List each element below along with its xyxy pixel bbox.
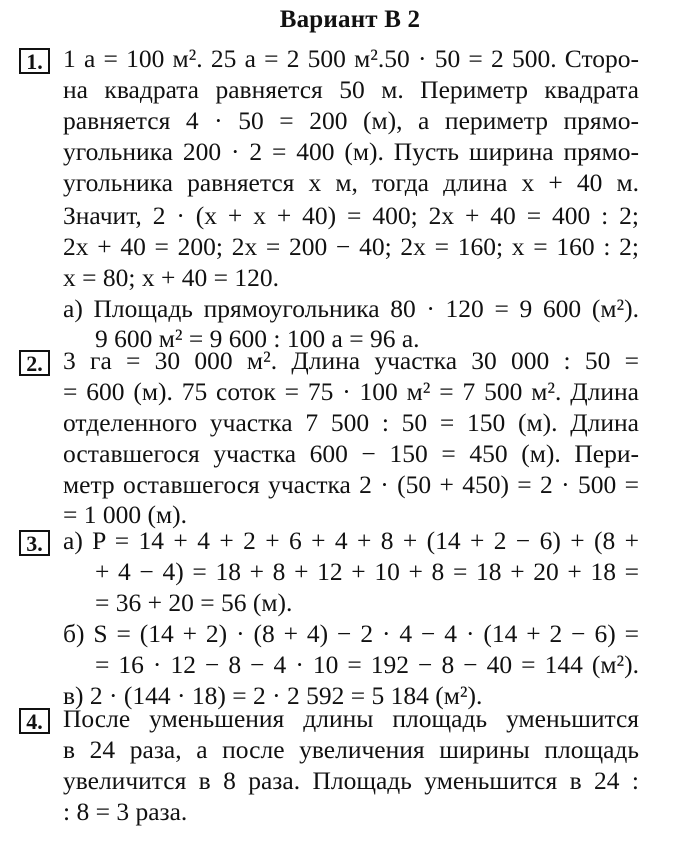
text-line: метр оставшегося участка 2 · (50 + 450) = 2 · 500 = (63, 470, 639, 499)
text-line: в) 2 · (144 · 18) = 2 · 2 592 = 5 184 (м²). (63, 681, 483, 710)
text-line: оставшегося участка 600 − 150 = 450 (м). Пери- (63, 439, 639, 468)
text-line: б) S = (14 + 2) · (8 + 4) − 2 · 4 − 4 · (14 + 2 − 6) = (63, 619, 639, 648)
text-line: = 1 000 (м). (63, 500, 188, 529)
text-line: + 4 − 4) = 18 + 8 + 12 + 10 + 8 = 18 + 20 + 18 = (95, 557, 639, 586)
text-line: 2x + 40 = 200; 2x = 200 − 40; 2x = 160; x = 160 : 2; (63, 232, 639, 261)
text-line: x = 80; x + 40 = 120. (63, 263, 279, 292)
text-line: = 36 + 20 = 56 (м). (95, 588, 293, 617)
text-line: : 8 = 3 раза. (63, 797, 188, 826)
text-line: После уменьшения длины площадь уменьшится (63, 704, 639, 733)
text-line: 3 га = 30 000 м². Длина участка 30 000 : 50 = (63, 346, 639, 375)
text-line: равняется 4 · 50 = 200 (м), а периметр прямо- (63, 106, 639, 135)
text-line: 1 а = 100 м². 25 а = 2 500 м².50 · 50 = 2 500. Сторо- (63, 44, 639, 73)
problem-number-box: 4. (19, 708, 50, 734)
page-title: Вариант В 2 (279, 6, 421, 33)
text-line: = 600 (м). 75 соток = 75 · 100 м² = 7 500 м². Длина (63, 377, 639, 406)
text-line: Значит, 2 · (x + x + 40) = 400; 2x + 40 = 400 : 2; (63, 201, 639, 230)
text-line: а) Площадь прямоугольника 80 · 120 = 9 600 (м²). (63, 294, 639, 323)
problem-number-box: 2. (19, 350, 50, 376)
text-line: на квадрата равняется 50 м. Периметр квадрата (63, 75, 639, 104)
text-line: 9 600 м² = 9 600 : 100 а = 96 а. (95, 324, 420, 353)
text-line: в 24 раза, а после увеличения ширины площадь (63, 735, 639, 764)
text-line: = 16 · 12 − 8 − 4 · 10 = 192 − 8 − 40 = 144 (м²). (95, 650, 639, 679)
problem-number-box: 3. (19, 530, 50, 556)
text-line: а) P = 14 + 4 + 2 + 6 + 4 + 8 + (14 + 2 − 6) + (8 + (63, 526, 639, 555)
text-line: увеличится в 8 раза. Площадь уменьшится в 24 : (63, 766, 639, 795)
text-line: угольника 200 · 2 = 400 (м). Пусть ширина прямо- (63, 137, 639, 166)
text-line: отделенного участка 7 500 : 50 = 150 (м). Длина (63, 408, 639, 437)
problem-number-box: 1. (19, 48, 50, 74)
text-line: угольника равняется x м, тогда длина x + 40 м. (63, 168, 639, 197)
